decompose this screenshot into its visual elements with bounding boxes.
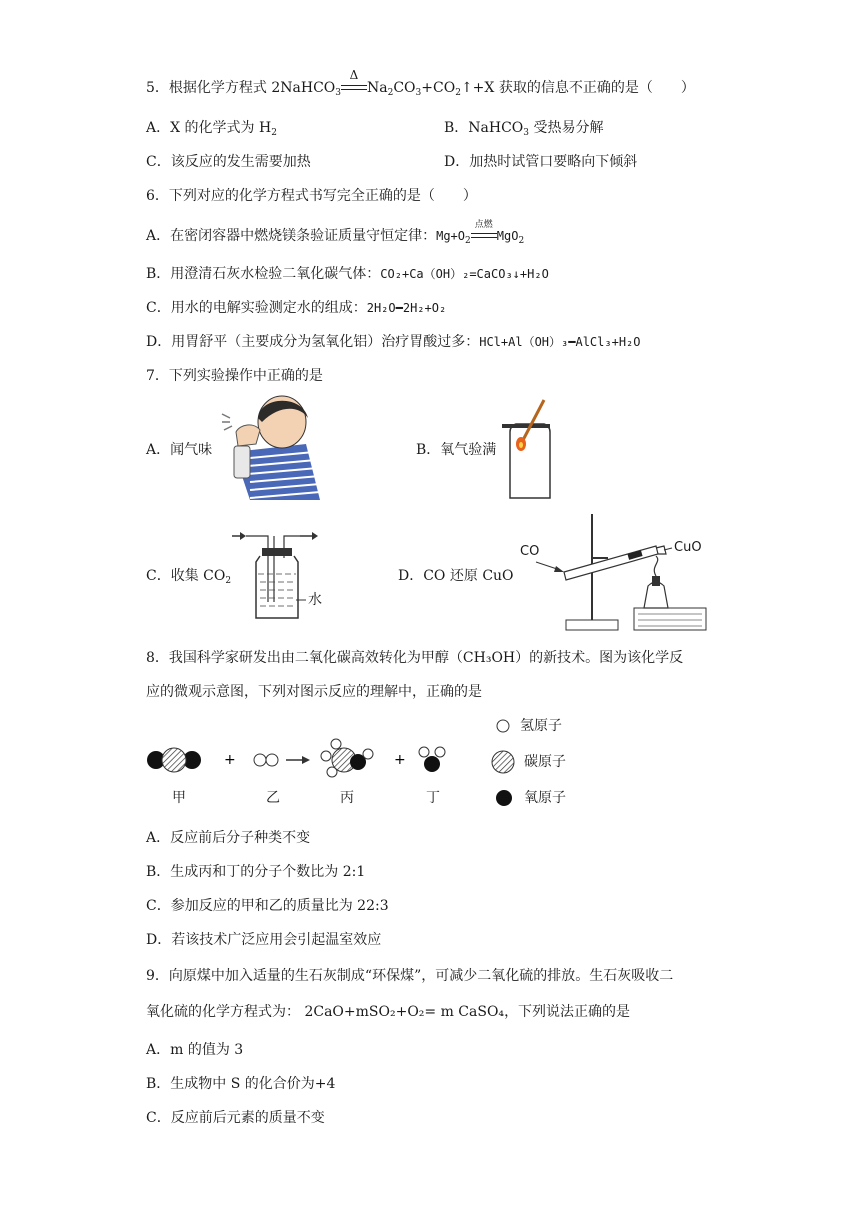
q5-stem-post: ↑+X 获取的信息不正确的是（ ） bbox=[460, 80, 695, 96]
stand-base bbox=[566, 620, 618, 630]
q6-a-eq1: Mg+O bbox=[436, 229, 466, 243]
q6-option-d[interactable] bbox=[146, 332, 641, 352]
label-bing: 丙 bbox=[340, 790, 354, 806]
q5-stem bbox=[146, 68, 695, 98]
q6-a-pre: A．在密闭容器中燃烧镁条验证质量守恒定律： bbox=[146, 228, 437, 244]
q5-option-c[interactable]: C．该反应的发生需要加热 bbox=[146, 154, 311, 170]
q7-option-b[interactable]: B．氧气验满 bbox=[416, 442, 497, 458]
co-label: CO bbox=[520, 544, 540, 559]
q7-c-sub: 2 bbox=[225, 576, 232, 586]
molecule-yi bbox=[254, 754, 278, 766]
gas-bottle bbox=[510, 424, 550, 498]
q6-c-pre: C．用水的电解实验测定水的组成： bbox=[146, 300, 367, 316]
q6-b-eq: CO₂+Ca（OH）₂=CaCO₃↓+H₂O bbox=[380, 267, 549, 281]
oxygen-test-bottle-illustration bbox=[500, 398, 560, 502]
flame-core bbox=[519, 442, 523, 448]
q7-option-a[interactable]: A．闻气味 bbox=[146, 442, 213, 458]
q9-stem2-pre: 氧化硫的化学方程式为： bbox=[146, 1004, 300, 1020]
oxygen-atom bbox=[424, 756, 440, 772]
q8-option-b[interactable]: B．生成丙和丁的分子个数比为 2:1 bbox=[146, 864, 366, 880]
q5-co2-sub: 2 bbox=[455, 88, 461, 98]
legend-carbon-icon bbox=[492, 751, 514, 773]
q9-option-b[interactable]: B．生成物中 S 的化合价为+4 bbox=[146, 1076, 336, 1092]
q9-stem-line2 bbox=[146, 1002, 630, 1022]
q8-stem-line1: 8．我国科学家研发出由二氧化碳高效转化为甲醇（CH₃OH）的新技术。图为该化学反 bbox=[146, 650, 684, 666]
q5-opt-a-text: A．X 的化学式为 H bbox=[146, 120, 272, 136]
q5-opt-b-post: 受热易分解 bbox=[529, 120, 604, 136]
molecule-bing bbox=[321, 739, 373, 777]
q9-equation: 2CaO+mSO₂+O₂= m CaSO₄ bbox=[304, 1004, 505, 1020]
q8-option-c[interactable]: C．参加反应的甲和乙的质量比为 22:3 bbox=[146, 898, 389, 914]
q8-stem-line2: 应的微观示意图，下列对图示反应的理解中，正确的是 bbox=[146, 684, 482, 700]
q5-na: Na bbox=[367, 80, 388, 96]
q9-option-c[interactable]: C．反应前后元素的质量不变 bbox=[146, 1110, 325, 1126]
water-level bbox=[258, 574, 296, 606]
hydrogen-atom bbox=[419, 747, 429, 757]
q6-b-pre: B．用澄清石灰水检验二氧化碳气体： bbox=[146, 266, 381, 282]
lamp-flame bbox=[654, 556, 657, 576]
q6-option-a[interactable] bbox=[146, 220, 525, 246]
hydrogen-atom bbox=[327, 767, 337, 777]
q5-co2: +CO bbox=[421, 80, 456, 96]
q5-equals-heat bbox=[341, 68, 367, 94]
legend-hydrogen-icon bbox=[497, 720, 509, 732]
q5-stem-pre: 5．根据化学方程式 2NaHCO bbox=[146, 80, 336, 96]
reaction-microscopic-diagram bbox=[140, 712, 740, 812]
arrow-out-head bbox=[312, 532, 318, 540]
q7-option-c[interactable] bbox=[146, 566, 231, 586]
plus-1: + bbox=[224, 752, 236, 768]
glass-tube bbox=[564, 546, 658, 580]
q6-a-eq2-sub: 2 bbox=[518, 236, 525, 246]
hydrogen-atom bbox=[435, 747, 445, 757]
cuo-label: CuO bbox=[674, 540, 702, 555]
water-label: 水 bbox=[308, 592, 322, 608]
q8-option-a[interactable]: A．反应前后分子种类不变 bbox=[146, 830, 311, 846]
q6-a-eq2: MgO bbox=[496, 229, 519, 243]
legend-hydrogen-label: 氢原子 bbox=[520, 718, 562, 734]
q6-c-eq: 2H₂O━2H₂+O₂ bbox=[366, 301, 447, 315]
glass-plate bbox=[502, 424, 550, 428]
delta-sign: Δ bbox=[349, 68, 359, 82]
molecule-ding bbox=[419, 747, 445, 772]
q9-option-a[interactable]: A．m 的值为 3 bbox=[146, 1042, 244, 1058]
carbon-atom bbox=[162, 748, 186, 772]
smelling-boy-illustration bbox=[220, 392, 324, 500]
q5-option-a[interactable] bbox=[146, 118, 277, 138]
hydrogen-atom bbox=[254, 754, 266, 766]
q7-c-pre: C．收集 CO bbox=[146, 568, 226, 584]
plus-2: + bbox=[394, 752, 406, 768]
bottle bbox=[234, 446, 250, 478]
hydrogen-atom bbox=[321, 751, 331, 761]
molecule-jia bbox=[147, 748, 201, 772]
legend-carbon-label: 碳原子 bbox=[524, 754, 566, 770]
q6-a-eq1-sub: 2 bbox=[465, 236, 471, 246]
reaction-arrow-head bbox=[302, 756, 310, 764]
stopper bbox=[262, 548, 292, 556]
smell-lines bbox=[222, 414, 232, 430]
hand bbox=[236, 425, 260, 446]
q6-option-b[interactable] bbox=[146, 264, 549, 284]
co-reduction-apparatus-illustration bbox=[516, 510, 708, 632]
q5-opt-b-sub: 3 bbox=[523, 128, 530, 138]
lamp-cap bbox=[652, 576, 660, 586]
hydrogen-atom bbox=[331, 739, 341, 749]
q9-stem-line1: 9．向原煤中加入适量的生石灰制成“环保煤”，可减少二氧化硫的排放。生石灰吸收二 bbox=[146, 968, 674, 984]
q5-option-b[interactable] bbox=[444, 118, 603, 138]
hydrogen-atom bbox=[363, 749, 373, 759]
q8-option-d[interactable]: D．若该技术广泛应用会引起温室效应 bbox=[146, 932, 382, 948]
ignite-label: 点燃 bbox=[474, 220, 493, 230]
co-arrow-head bbox=[554, 566, 564, 572]
q6-stem: 6．下列对应的化学方程式书写完全正确的是（ ） bbox=[146, 188, 477, 204]
wooden-splint bbox=[522, 400, 544, 442]
q7-stem: 7．下列实验操作中正确的是 bbox=[146, 368, 323, 384]
q5-co3-sub: 3 bbox=[415, 88, 422, 98]
q6-a-equals-ignite bbox=[471, 220, 497, 242]
q7-option-d[interactable]: D．CO 还原 CuO bbox=[398, 568, 514, 584]
q5-opt-a-sub: 2 bbox=[271, 128, 277, 138]
q9-stem2-post: ，下列说法正确的是 bbox=[504, 1004, 631, 1020]
label-jia: 甲 bbox=[172, 790, 186, 806]
label-yi: 乙 bbox=[266, 790, 280, 806]
q5-co3: CO bbox=[393, 80, 416, 96]
arrow-in-head bbox=[240, 532, 246, 540]
q5-opt-b-pre: B．NaHCO bbox=[444, 120, 524, 136]
q6-option-c[interactable] bbox=[146, 298, 446, 318]
q6-d-eq: HCl+Al（OH）₃━AlCl₃+H₂O bbox=[479, 335, 641, 349]
q5-sub: 3 bbox=[335, 88, 341, 98]
legend-oxygen-label: 氧原子 bbox=[524, 790, 566, 806]
bottle-body bbox=[256, 556, 298, 618]
q6-d-pre: D．用胃舒平（主要成分为氢氧化铝）治疗胃酸过多： bbox=[146, 334, 480, 350]
label-ding: 丁 bbox=[426, 790, 440, 806]
q5-na-sub: 2 bbox=[387, 88, 394, 98]
wood-block bbox=[634, 608, 706, 630]
long-tube bbox=[246, 536, 268, 602]
legend-oxygen-icon bbox=[496, 790, 512, 806]
q5-option-d[interactable]: D．加热时试管口要略向下倾斜 bbox=[444, 154, 638, 170]
hydrogen-atom bbox=[266, 754, 278, 766]
